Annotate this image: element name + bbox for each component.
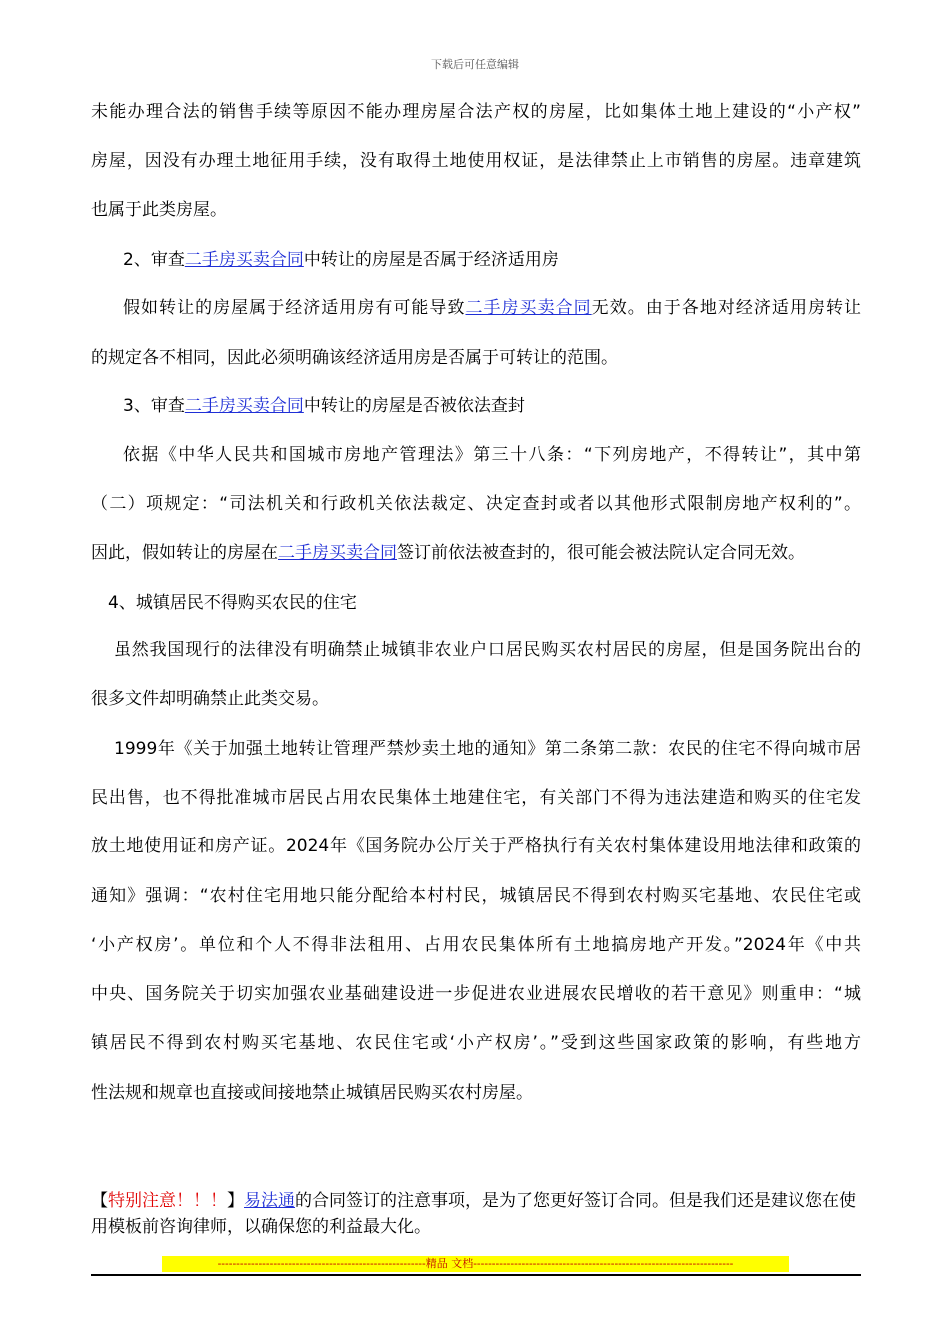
text-span: 假如转让的房屋属于经济适用房有可能导致 <box>123 298 466 318</box>
paragraph-line: 依据《中华人民共和国城市房地产管理法》第三十八条：“下列房地产，不得转让”，其中第 <box>123 445 861 465</box>
contract-link[interactable]: 二手房买卖合同 <box>465 298 592 318</box>
paragraph-line: 性法规和规章也直接或间接地禁止城镇居民购买农村房屋。 <box>91 1083 533 1103</box>
paragraph-line: 很多文件却明确禁止此类交易。 <box>91 689 329 709</box>
paragraph-line: 通知》强调：“农村住宅用地只能分配给本村村民，城镇居民不得到农村购买宅基地、农民住宅或 <box>91 886 861 906</box>
section-heading-2 <box>123 248 893 272</box>
heading-text: 2、审查 <box>123 250 185 270</box>
bracket: 【 <box>91 1191 108 1211</box>
paragraph-line: 民出售，也不得批准城市居民占用农民集体土地建住宅，有关部门不得为违法建造和购买的住宅发 <box>91 788 861 808</box>
paragraph-line: 虽然我国现行的法律没有明确禁止城镇非农业户口居民购买农村居民的房屋，但是国务院出台的 <box>114 640 861 660</box>
footer-divider <box>91 1274 861 1276</box>
yifatong-link[interactable]: 易法通 <box>244 1191 295 1211</box>
page-header: 下载后可任意编辑 <box>431 58 519 71</box>
paragraph-line: 也属于此类房屋。 <box>91 200 227 220</box>
paragraph-line <box>91 541 861 565</box>
paragraph-line: 中央、国务院关于切实加强农业基础建设进一步促进农业进展农民增收的若干意见》则重申：“城 <box>91 984 861 1004</box>
paragraph-line <box>123 296 861 320</box>
section-heading-3 <box>123 394 893 418</box>
heading-text: 3、审查 <box>123 396 185 416</box>
special-notice <box>91 1189 861 1213</box>
text-span: 因此，假如转让的房屋在 <box>91 543 278 563</box>
paragraph-line: （二）项规定：“司法机关和行政机关依法裁定、决定查封或者以其他形式限制房地产权利的”。 <box>91 494 861 514</box>
paragraph-line: ‘小产权房’。单位和个人不得非法租用、占用农民集体所有土地搞房地产开发。”2024年《中共 <box>91 935 861 955</box>
paragraph-line: 放土地使用证和房产证。2024年《国务院办公厅关于严格执行有关农村集体建设用地法律和政策的 <box>91 836 861 856</box>
paragraph-line: 房屋，因没有办理土地征用手续，没有取得土地使用权证，是法律禁止上市销售的房屋。违章建筑 <box>91 151 861 171</box>
contract-link[interactable]: 二手房买卖合同 <box>184 250 304 270</box>
paragraph-line: 未能办理合法的销售手续等原因不能办理房屋合法产权的房屋，比如集体土地上建设的“小产权” <box>91 102 861 122</box>
bracket: 】 <box>227 1191 244 1211</box>
paragraph-line: 的规定各不相同，因此必须明确该经济适用房是否属于可转让的范围。 <box>91 348 618 368</box>
section-heading-4: 4、城镇居民不得购买农民的住宅 <box>108 593 357 613</box>
notice-text: 的合同签订的注意事项，是为了您更好签订合同。但是我们还是建议您在使 <box>295 1191 856 1211</box>
heading-text: 中转让的房屋是否属于经济适用房 <box>303 250 559 270</box>
text-span: 签订前依法被查封的，很可能会被法院认定合同无效。 <box>397 543 805 563</box>
footer-banner: --------------------------------------------------------精品 文档---------------------------------------------------------------------- <box>162 1256 789 1272</box>
heading-text: 中转让的房屋是否被依法查封 <box>303 396 525 416</box>
contract-link[interactable]: 二手房买卖合同 <box>278 543 397 563</box>
text-span: 无效。由于各地对经济适用房转让 <box>591 298 862 318</box>
paragraph-line: 1999年《关于加强土地转让管理严禁炒卖土地的通知》第二条第二款：农民的住宅不得向城市居 <box>114 739 861 759</box>
notice-text-line: 用模板前咨询律师，以确保您的利益最大化。 <box>91 1217 431 1237</box>
paragraph-line: 镇居民不得到农村购买宅基地、农民住宅或‘小产权房’。”受到这些国家政策的影响，有些地方 <box>91 1033 861 1053</box>
notice-label: 特别注意！！！ <box>108 1191 227 1211</box>
contract-link[interactable]: 二手房买卖合同 <box>184 396 304 416</box>
